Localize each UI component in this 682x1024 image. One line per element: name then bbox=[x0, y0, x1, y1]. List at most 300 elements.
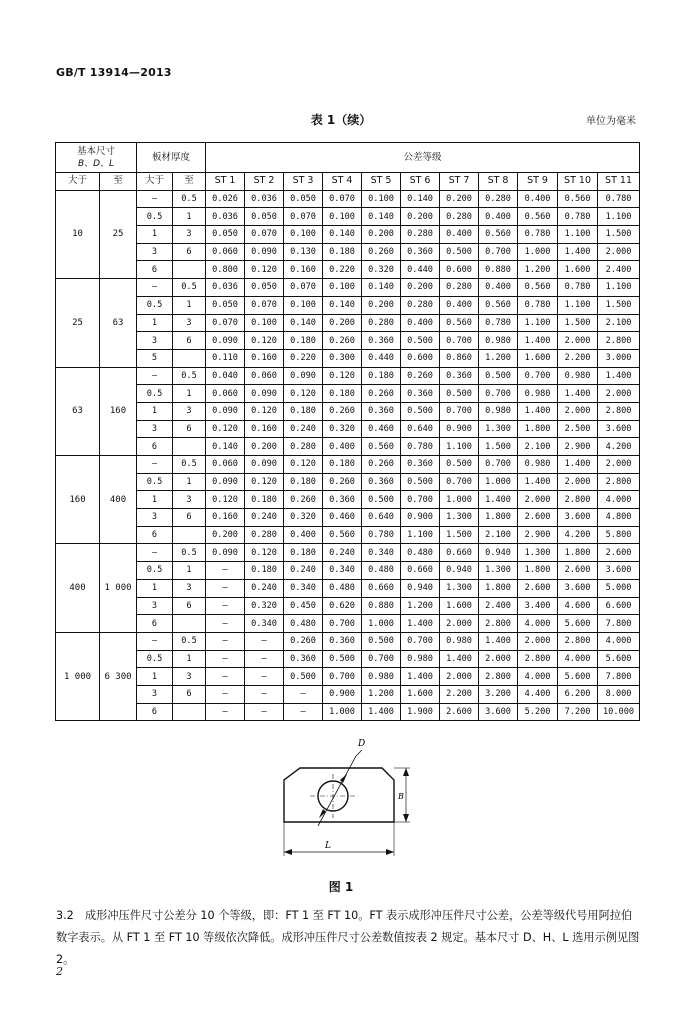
thickness-over: 0.5 bbox=[137, 385, 173, 403]
table-row bbox=[56, 402, 640, 420]
table-row bbox=[56, 385, 640, 403]
thickness-upto: 1 bbox=[173, 385, 206, 403]
tolerance-cell: 1.600 bbox=[440, 597, 479, 615]
tolerance-cell: 1.400 bbox=[598, 367, 640, 385]
thickness-upto: 6 bbox=[173, 597, 206, 615]
tolerance-cell: 0.090 bbox=[206, 332, 245, 350]
thickness-over: — bbox=[137, 544, 173, 562]
tolerance-cell: 1.500 bbox=[558, 314, 598, 332]
tolerance-cell: 0.060 bbox=[206, 456, 245, 474]
tolerance-cell: 0.400 bbox=[479, 208, 518, 226]
thickness-over: 3 bbox=[137, 332, 173, 350]
tolerance-cell: 0.620 bbox=[323, 597, 362, 615]
size-upto: 63 bbox=[100, 279, 137, 367]
tolerance-cell: 2.000 bbox=[518, 491, 558, 509]
table-row bbox=[56, 668, 640, 686]
tolerance-cell: 0.200 bbox=[440, 190, 479, 208]
tolerance-cell: 2.900 bbox=[518, 526, 558, 544]
tolerance-cell: 0.560 bbox=[362, 438, 401, 456]
tolerance-cell: 1.500 bbox=[598, 226, 640, 244]
thickness-upto: 0.5 bbox=[173, 367, 206, 385]
header-thickness-upto: 至 bbox=[173, 173, 206, 191]
tolerance-cell: 0.050 bbox=[284, 190, 323, 208]
tolerance-cell: 0.070 bbox=[284, 279, 323, 297]
tolerance-cell: 5.800 bbox=[598, 526, 640, 544]
tolerance-cell: 1.500 bbox=[479, 438, 518, 456]
table-row bbox=[56, 615, 640, 633]
tolerance-cell: 1.800 bbox=[479, 579, 518, 597]
tolerance-cell: 0.240 bbox=[245, 579, 284, 597]
size-over: 160 bbox=[56, 456, 100, 544]
tolerance-cell: 2.000 bbox=[558, 402, 598, 420]
tolerance-cell: 3.600 bbox=[558, 509, 598, 527]
tolerance-cell: 1.400 bbox=[401, 615, 440, 633]
size-upto: 400 bbox=[100, 456, 137, 544]
tolerance-cell: 0.560 bbox=[558, 190, 598, 208]
tolerance-cell: 3.200 bbox=[479, 685, 518, 703]
tolerance-cell: 0.120 bbox=[206, 491, 245, 509]
tolerance-cell: 1.400 bbox=[558, 385, 598, 403]
tolerance-cell: 0.120 bbox=[284, 385, 323, 403]
tolerance-cell: 0.700 bbox=[479, 243, 518, 261]
tolerance-cell: 0.700 bbox=[362, 650, 401, 668]
tolerance-cell: 0.280 bbox=[401, 226, 440, 244]
tolerance-cell: 0.180 bbox=[323, 243, 362, 261]
tolerance-cell: 1.100 bbox=[598, 279, 640, 297]
tolerance-cell: 0.780 bbox=[558, 208, 598, 226]
tolerance-cell: 0.780 bbox=[362, 526, 401, 544]
table-row bbox=[56, 279, 640, 297]
tolerance-cell: 0.240 bbox=[284, 420, 323, 438]
thickness-over: 1 bbox=[137, 491, 173, 509]
label-l: L bbox=[325, 841, 331, 851]
tolerance-cell: 2.200 bbox=[440, 685, 479, 703]
tolerance-cell: 0.560 bbox=[518, 279, 558, 297]
tolerance-cell: 0.200 bbox=[362, 296, 401, 314]
tolerance-cell: 1.400 bbox=[479, 632, 518, 650]
tolerance-cell: 10.000 bbox=[598, 703, 640, 721]
size-over: 1 000 bbox=[56, 632, 100, 720]
page-number: 2 bbox=[56, 965, 63, 978]
thickness-over: — bbox=[137, 456, 173, 474]
thickness-upto: 3 bbox=[173, 314, 206, 332]
header-grade-st8: ST 8 bbox=[479, 173, 518, 191]
thickness-upto bbox=[173, 261, 206, 279]
tolerance-cell: — bbox=[206, 579, 245, 597]
header-over: 大于 bbox=[56, 173, 100, 191]
tolerance-cell: 0.400 bbox=[479, 279, 518, 297]
tolerance-cell: 0.100 bbox=[323, 279, 362, 297]
tolerance-cell: 0.070 bbox=[206, 314, 245, 332]
tolerance-cell: 0.700 bbox=[323, 615, 362, 633]
table-row bbox=[56, 314, 640, 332]
tolerance-cell: 0.260 bbox=[401, 367, 440, 385]
tolerance-cell: 5.600 bbox=[558, 668, 598, 686]
table-row bbox=[56, 562, 640, 580]
thickness-over: 1 bbox=[137, 668, 173, 686]
tolerance-cell: 6.600 bbox=[598, 597, 640, 615]
tolerance-cell: 4.400 bbox=[518, 685, 558, 703]
tolerance-cell: 1.100 bbox=[558, 296, 598, 314]
tolerance-cell: 1.800 bbox=[479, 509, 518, 527]
tolerance-cell: 0.600 bbox=[440, 261, 479, 279]
tolerance-cell: 0.060 bbox=[206, 243, 245, 261]
tolerance-cell: 5.200 bbox=[518, 703, 558, 721]
tolerance-cell: 0.280 bbox=[440, 279, 479, 297]
tolerance-cell: 1.800 bbox=[518, 420, 558, 438]
tolerance-cell: 0.070 bbox=[245, 226, 284, 244]
tolerance-cell: 1.100 bbox=[518, 314, 558, 332]
tolerance-cell: 0.500 bbox=[362, 632, 401, 650]
table-body bbox=[56, 190, 640, 721]
tolerance-cell: 0.900 bbox=[401, 509, 440, 527]
tolerance-cell: 2.800 bbox=[479, 615, 518, 633]
tolerance-cell: 0.160 bbox=[284, 261, 323, 279]
tolerance-cell: 2.000 bbox=[598, 456, 640, 474]
tolerance-cell: 0.140 bbox=[401, 190, 440, 208]
table-row bbox=[56, 349, 640, 367]
tolerance-cell: 2.100 bbox=[479, 526, 518, 544]
tolerance-cell: 1.400 bbox=[558, 456, 598, 474]
tolerance-cell: 4.000 bbox=[598, 491, 640, 509]
tolerance-cell: 0.240 bbox=[323, 544, 362, 562]
tolerance-cell: 3.600 bbox=[479, 703, 518, 721]
tolerance-cell: 4.000 bbox=[558, 650, 598, 668]
tolerance-cell: 0.260 bbox=[284, 491, 323, 509]
tolerance-cell: 0.060 bbox=[245, 367, 284, 385]
thickness-over: 1 bbox=[137, 579, 173, 597]
tolerance-cell: — bbox=[206, 597, 245, 615]
tolerance-cell: 0.280 bbox=[479, 190, 518, 208]
table-row bbox=[56, 491, 640, 509]
tolerance-cell: 0.280 bbox=[362, 314, 401, 332]
header-grade-st4: ST 4 bbox=[323, 173, 362, 191]
tolerance-cell: 0.400 bbox=[518, 190, 558, 208]
tolerance-cell: 4.000 bbox=[598, 632, 640, 650]
tolerance-cell: 0.400 bbox=[440, 296, 479, 314]
header-subrow bbox=[56, 173, 640, 191]
tolerance-cell: 0.940 bbox=[401, 579, 440, 597]
tolerance-cell: 0.160 bbox=[245, 420, 284, 438]
tolerance-cell: 0.450 bbox=[284, 597, 323, 615]
thickness-over: 3 bbox=[137, 597, 173, 615]
tolerance-cell: 0.400 bbox=[440, 226, 479, 244]
thickness-upto: 6 bbox=[173, 420, 206, 438]
tolerance-cell: 1.000 bbox=[362, 615, 401, 633]
tolerance-cell: 0.070 bbox=[245, 296, 284, 314]
tolerance-cell: 0.280 bbox=[401, 296, 440, 314]
thickness-over: 6 bbox=[137, 261, 173, 279]
thickness-over: 0.5 bbox=[137, 296, 173, 314]
tolerance-cell: 0.260 bbox=[362, 456, 401, 474]
tolerance-cell: 2.100 bbox=[518, 438, 558, 456]
figure-1-drawing bbox=[270, 730, 420, 870]
tolerance-cell: 2.600 bbox=[558, 562, 598, 580]
thickness-upto: 1 bbox=[173, 562, 206, 580]
tolerance-cell: 0.240 bbox=[284, 562, 323, 580]
thickness-upto: 1 bbox=[173, 473, 206, 491]
tolerance-cell: 2.600 bbox=[598, 544, 640, 562]
tolerance-cell: 0.780 bbox=[558, 279, 598, 297]
tolerance-cell: 0.180 bbox=[245, 562, 284, 580]
tolerance-cell: 0.500 bbox=[323, 650, 362, 668]
tolerance-table bbox=[55, 142, 640, 721]
tolerance-cell: 0.700 bbox=[479, 385, 518, 403]
tolerance-cell: 4.200 bbox=[598, 438, 640, 456]
thickness-over: — bbox=[137, 279, 173, 297]
tolerance-cell: 0.940 bbox=[479, 544, 518, 562]
tolerance-cell: 0.260 bbox=[323, 402, 362, 420]
thickness-upto: 1 bbox=[173, 208, 206, 226]
header-grade-st2: ST 2 bbox=[245, 173, 284, 191]
tolerance-cell: 0.360 bbox=[323, 632, 362, 650]
tolerance-cell: 0.240 bbox=[245, 509, 284, 527]
tolerance-cell: 0.560 bbox=[440, 314, 479, 332]
tolerance-cell: 0.100 bbox=[284, 296, 323, 314]
thickness-over: 5 bbox=[137, 349, 173, 367]
tolerance-cell: 0.280 bbox=[284, 438, 323, 456]
size-over: 25 bbox=[56, 279, 100, 367]
tolerance-cell: 0.500 bbox=[362, 491, 401, 509]
tolerance-cell: 0.400 bbox=[323, 438, 362, 456]
table-row bbox=[56, 456, 640, 474]
thickness-upto: 6 bbox=[173, 685, 206, 703]
thickness-upto: 6 bbox=[173, 509, 206, 527]
tolerance-cell: 0.220 bbox=[323, 261, 362, 279]
table-row bbox=[56, 597, 640, 615]
table-row bbox=[56, 632, 640, 650]
header-basic-size-label: 基本尺寸 bbox=[77, 145, 116, 157]
tolerance-cell: 0.560 bbox=[479, 296, 518, 314]
tolerance-cell: 0.640 bbox=[362, 509, 401, 527]
tolerance-cell: 0.160 bbox=[206, 509, 245, 527]
thickness-upto bbox=[173, 526, 206, 544]
tolerance-cell: 0.500 bbox=[401, 473, 440, 491]
thickness-over: 3 bbox=[137, 509, 173, 527]
tolerance-cell: 0.780 bbox=[598, 190, 640, 208]
tolerance-cell: 0.160 bbox=[245, 349, 284, 367]
tolerance-cell: 0.780 bbox=[479, 314, 518, 332]
tolerance-cell: 0.660 bbox=[362, 579, 401, 597]
tolerance-cell: — bbox=[206, 615, 245, 633]
tolerance-cell: 1.200 bbox=[401, 597, 440, 615]
tolerance-cell: 0.090 bbox=[206, 473, 245, 491]
header-thickness-over: 大于 bbox=[137, 173, 173, 191]
tolerance-cell: 0.360 bbox=[362, 402, 401, 420]
tolerance-cell: 2.500 bbox=[558, 420, 598, 438]
tolerance-cell: 2.800 bbox=[598, 402, 640, 420]
tolerance-cell: — bbox=[206, 668, 245, 686]
tolerance-cell: 0.180 bbox=[323, 385, 362, 403]
tolerance-cell: 0.140 bbox=[362, 279, 401, 297]
header-grade-st6: ST 6 bbox=[401, 173, 440, 191]
tolerance-cell: 0.360 bbox=[401, 243, 440, 261]
tolerance-cell: 1.000 bbox=[440, 491, 479, 509]
tolerance-cell: 0.100 bbox=[245, 314, 284, 332]
tolerance-cell: 0.500 bbox=[284, 668, 323, 686]
tolerance-cell: 4.800 bbox=[598, 509, 640, 527]
header-upto: 至 bbox=[100, 173, 137, 191]
tolerance-cell: 0.140 bbox=[323, 296, 362, 314]
thickness-over: — bbox=[137, 190, 173, 208]
tolerance-cell: 0.440 bbox=[401, 261, 440, 279]
table-row bbox=[56, 685, 640, 703]
tolerance-cell: 0.560 bbox=[323, 526, 362, 544]
table-row bbox=[56, 367, 640, 385]
tolerance-cell: 0.980 bbox=[362, 668, 401, 686]
tolerance-cell: 0.180 bbox=[362, 367, 401, 385]
tolerance-cell: — bbox=[206, 685, 245, 703]
tolerance-cell: — bbox=[284, 703, 323, 721]
tolerance-cell: 1.400 bbox=[518, 473, 558, 491]
tolerance-cell: 2.000 bbox=[598, 243, 640, 261]
tolerance-cell: 2.000 bbox=[558, 332, 598, 350]
tolerance-cell: 1.600 bbox=[401, 685, 440, 703]
tolerance-cell: — bbox=[206, 562, 245, 580]
tolerance-cell: 0.500 bbox=[401, 332, 440, 350]
tolerance-cell: 0.120 bbox=[323, 367, 362, 385]
tolerance-cell: — bbox=[206, 703, 245, 721]
tolerance-cell: 0.340 bbox=[362, 544, 401, 562]
tolerance-cell: 0.120 bbox=[245, 332, 284, 350]
tolerance-cell: 0.200 bbox=[206, 526, 245, 544]
tolerance-cell: 0.880 bbox=[479, 261, 518, 279]
tolerance-cell: 1.600 bbox=[558, 261, 598, 279]
tolerance-cell: 0.120 bbox=[206, 420, 245, 438]
thickness-upto: 3 bbox=[173, 402, 206, 420]
tolerance-cell: 7.200 bbox=[558, 703, 598, 721]
tolerance-cell: 1.100 bbox=[440, 438, 479, 456]
tolerance-cell: 1.900 bbox=[401, 703, 440, 721]
tolerance-cell: 7.800 bbox=[598, 668, 640, 686]
thickness-upto bbox=[173, 349, 206, 367]
tolerance-cell: 3.600 bbox=[598, 420, 640, 438]
tolerance-cell: 0.320 bbox=[245, 597, 284, 615]
tolerance-cell: 2.000 bbox=[598, 385, 640, 403]
tolerance-cell: 0.980 bbox=[401, 650, 440, 668]
tolerance-cell: 2.800 bbox=[558, 632, 598, 650]
tolerance-cell: 2.400 bbox=[598, 261, 640, 279]
tolerance-cell: 2.800 bbox=[479, 668, 518, 686]
tolerance-cell: 3.600 bbox=[558, 579, 598, 597]
tolerance-cell: 0.940 bbox=[440, 562, 479, 580]
thickness-over: 6 bbox=[137, 615, 173, 633]
tolerance-cell: 0.700 bbox=[518, 367, 558, 385]
table-row bbox=[56, 473, 640, 491]
tolerance-cell: 2.900 bbox=[558, 438, 598, 456]
table-row bbox=[56, 544, 640, 562]
thickness-upto: 3 bbox=[173, 668, 206, 686]
thickness-upto: 0.5 bbox=[173, 190, 206, 208]
thickness-over: — bbox=[137, 632, 173, 650]
size-over: 400 bbox=[56, 544, 100, 632]
tolerance-cell: 0.026 bbox=[206, 190, 245, 208]
tolerance-cell: 0.120 bbox=[245, 473, 284, 491]
table-row bbox=[56, 190, 640, 208]
tolerance-cell: 0.700 bbox=[479, 456, 518, 474]
tolerance-cell: 0.110 bbox=[206, 349, 245, 367]
header-grade-st9: ST 9 bbox=[518, 173, 558, 191]
tolerance-cell: 1.500 bbox=[598, 296, 640, 314]
tolerance-cell: 0.340 bbox=[245, 615, 284, 633]
tolerance-cell: 2.000 bbox=[518, 632, 558, 650]
tolerance-cell: 0.780 bbox=[401, 438, 440, 456]
thickness-upto: 1 bbox=[173, 296, 206, 314]
thickness-upto bbox=[173, 438, 206, 456]
tolerance-cell: 0.500 bbox=[479, 367, 518, 385]
tolerance-cell: 1.100 bbox=[598, 208, 640, 226]
thickness-over: 1 bbox=[137, 314, 173, 332]
tolerance-cell: — bbox=[245, 685, 284, 703]
tolerance-cell: 0.460 bbox=[362, 420, 401, 438]
table-row bbox=[56, 650, 640, 668]
tolerance-cell: 0.400 bbox=[401, 314, 440, 332]
tolerance-cell: 1.400 bbox=[401, 668, 440, 686]
thickness-over: 1 bbox=[137, 402, 173, 420]
tolerance-cell: 0.980 bbox=[479, 332, 518, 350]
size-upto: 1 000 bbox=[100, 544, 137, 632]
tolerance-cell: 0.180 bbox=[323, 456, 362, 474]
tolerance-cell: 0.036 bbox=[206, 279, 245, 297]
tolerance-cell: 0.500 bbox=[440, 456, 479, 474]
thickness-over: 6 bbox=[137, 526, 173, 544]
tolerance-cell: 0.700 bbox=[440, 332, 479, 350]
tolerance-cell: 0.980 bbox=[440, 632, 479, 650]
tolerance-cell: 0.700 bbox=[323, 668, 362, 686]
tolerance-cell: 0.900 bbox=[323, 685, 362, 703]
tolerance-cell: 0.090 bbox=[206, 402, 245, 420]
tolerance-cell: 0.050 bbox=[206, 296, 245, 314]
header-basic-size bbox=[56, 143, 137, 173]
thickness-over: 3 bbox=[137, 685, 173, 703]
size-over: 10 bbox=[56, 190, 100, 278]
table-row bbox=[56, 438, 640, 456]
thickness-upto: 6 bbox=[173, 332, 206, 350]
tolerance-cell: 1.100 bbox=[558, 226, 598, 244]
tolerance-cell: 0.400 bbox=[284, 526, 323, 544]
header-grade-st3: ST 3 bbox=[284, 173, 323, 191]
tolerance-cell: 0.980 bbox=[518, 385, 558, 403]
standard-number: GB/T 13914—2013 bbox=[56, 66, 172, 79]
tolerance-cell: 1.400 bbox=[362, 703, 401, 721]
tolerance-cell: 1.400 bbox=[518, 332, 558, 350]
tolerance-cell: 1.500 bbox=[440, 526, 479, 544]
table-title: 表 1（续） bbox=[310, 113, 372, 127]
table-row bbox=[56, 526, 640, 544]
tolerance-cell: 0.480 bbox=[362, 562, 401, 580]
tolerance-cell: 0.640 bbox=[401, 420, 440, 438]
thickness-over: 6 bbox=[137, 438, 173, 456]
tolerance-cell: 0.260 bbox=[362, 243, 401, 261]
thickness-over: 1 bbox=[137, 226, 173, 244]
table-unit: 单位为毫米 bbox=[586, 116, 636, 127]
thickness-upto: 3 bbox=[173, 491, 206, 509]
tolerance-cell: 0.200 bbox=[401, 208, 440, 226]
tolerance-cell: 3.600 bbox=[598, 562, 640, 580]
tolerance-cell: 0.036 bbox=[206, 208, 245, 226]
tolerance-cell: 0.090 bbox=[245, 456, 284, 474]
tolerance-cell: — bbox=[245, 650, 284, 668]
tolerance-cell: 0.360 bbox=[440, 367, 479, 385]
tolerance-cell: 1.000 bbox=[323, 703, 362, 721]
tolerance-cell: 0.360 bbox=[362, 473, 401, 491]
tolerance-cell: 0.560 bbox=[518, 208, 558, 226]
tolerance-cell: 0.340 bbox=[284, 579, 323, 597]
thickness-upto: 1 bbox=[173, 650, 206, 668]
tolerance-cell: 0.780 bbox=[518, 296, 558, 314]
thickness-upto: 0.5 bbox=[173, 279, 206, 297]
tolerance-cell: 0.340 bbox=[323, 562, 362, 580]
